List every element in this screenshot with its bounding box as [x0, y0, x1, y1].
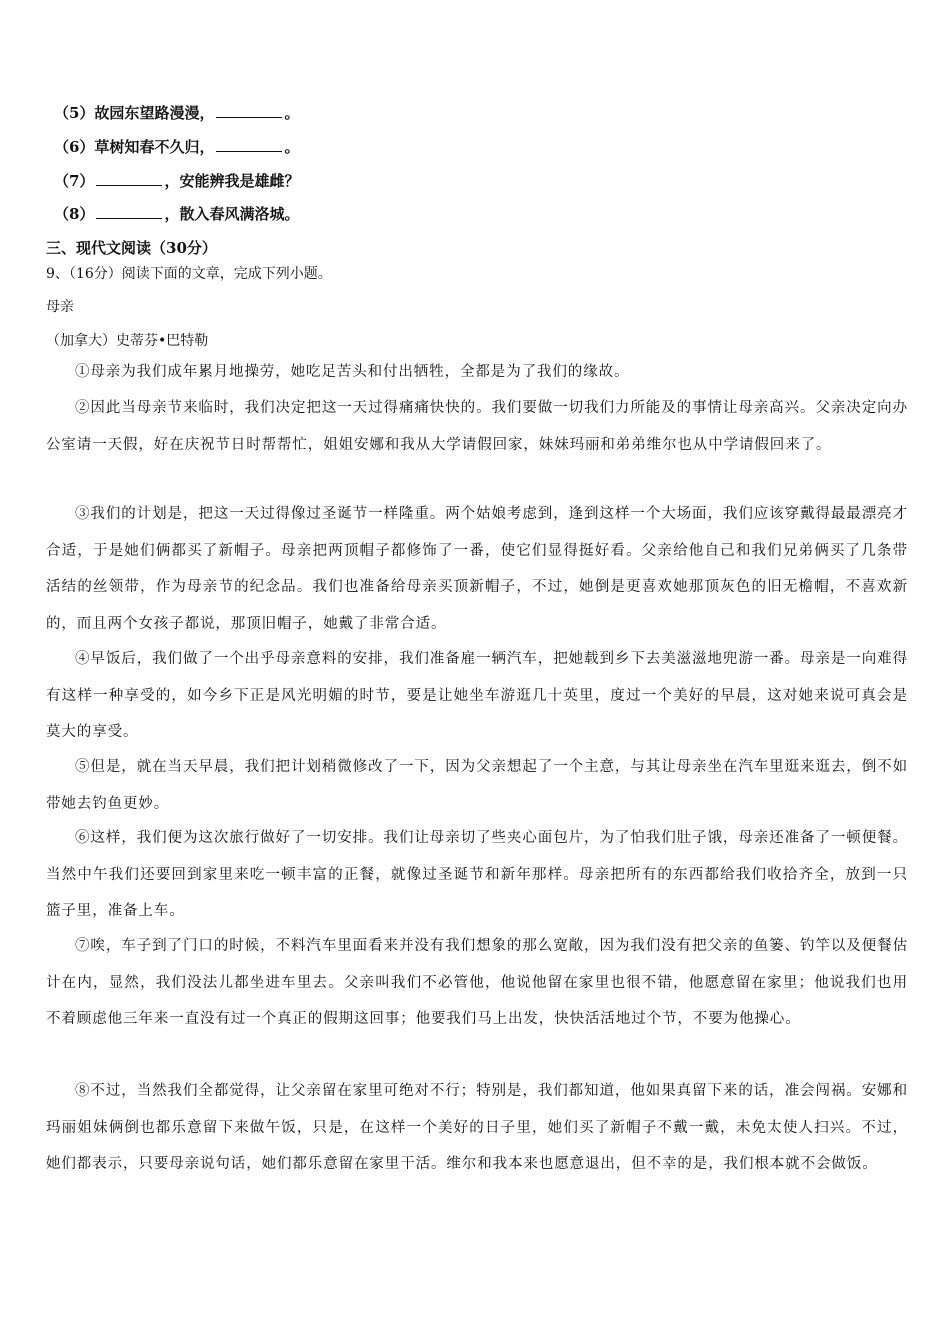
paragraph-3: ③我们的计划是，把这一天过得像过圣诞节一样隆重。两个姑娘考虑到，逢到这样一个大场面，我们应该穿戴得最最漂亮才合适，于是她们俩都买了新帽子。母亲把两顶帽子都修饰了一番，使它们显得挺好看。父亲给他自己和我们兄弟俩买了几条带活结的丝领带，作为母亲节的纪念品。我们也准备给母亲买顶新帽子，不过，她倒是更喜欢她那顶灰色的旧无檐帽，不喜欢新的，而且两个女孩子都说，那顶旧帽子，她戴了非常合适。	[46, 506, 908, 632]
answer-blank[interactable]	[96, 171, 162, 186]
question-7: （7） ，安能辨我是雄雌？	[54, 172, 300, 190]
answer-blank[interactable]	[96, 204, 162, 219]
paragraph-6: ⑥这样，我们便为这次旅行做好了一切安排。我们让母亲切了些夹心面包片，为了怕我们肚子饿，母亲还准备了一顿便餐。当然中午我们还要回到家里来吃一顿丰富的正餐，就像过圣诞节和新年那样。母亲把所有的东西都给我们收拾齐全，放到一只篮子里，准备上车。	[46, 830, 908, 919]
paragraph-1: ①母亲为我们成年累月地操劳，她吃足苦头和付出牺牲，全都是为了我们的缘故。	[75, 364, 630, 380]
paragraph-7: ⑦唉，车子到了门口的时候，不料汽车里面看来并没有我们想象的那么宽敞，因为我们没有把父亲的鱼篓、钓竿以及便餐估计在内，显然，我们没法儿都坐进车里去。父亲叫我们不必管他，他说他留在家里也很不错，他愿意留在家里；他说我们也用不着顾虑他三年来一直没有过一个真正的假期这回事；他要我们马上出发，快快活活地过个节，不要为他操心。	[46, 938, 908, 1027]
question-8: （8） ，散入春风满洛城。	[54, 205, 300, 223]
article-title: 母亲	[46, 299, 74, 315]
paragraph-8: ⑧不过，当然我们全都觉得，让父亲留在家里可绝对不行；特别是，我们都知道，他如果真留下来的话，准会闯祸。安娜和玛丽姐妹俩倒也都乐意留下来做午饭，只是，在这样一个美好的日子里，她们买了新帽子不戴一戴，未免太使人扫兴。不过，她们都表示，只要母亲说句话，她们都乐意留在家里干活。维尔和我本来也愿意退出，但不幸的是，我们根本就不会做饭。	[46, 1083, 908, 1172]
question-9-instruction: 9、（16分）阅读下面的文章，完成下列小题。	[46, 266, 332, 282]
paragraph-5: ⑤但是，就在当天早晨，我们把计划稍微修改了一下，因为父亲想起了一个主意，与其让母亲坐在汽车里逛来逛去，倒不如带她去钓鱼更妙。	[46, 759, 908, 812]
question-5: （5）故园东望路漫漫， 。	[54, 104, 300, 122]
question-7-text: ，安能辨我是雄雌？	[164, 172, 300, 190]
answer-blank[interactable]	[216, 103, 282, 118]
question-6-text: （6）草树知春不久归，	[54, 138, 215, 156]
paragraph-4: ④早饭后，我们做了一个出乎母亲意料的安排，我们准备雇一辆汽车，把她载到乡下去美滋滋地兜游一番。母亲是一向难得有这样一种享受的，如今乡下正是风光明媚的时节，要是让她坐车游逛几十英里，度过一个美好的早晨，这对她来说可真会是莫大的享受。	[46, 651, 908, 740]
section-title: 三、现代文阅读（30分）	[46, 239, 217, 257]
article-author: （加拿大）史蒂芬•巴特勒	[46, 333, 209, 349]
question-5-text: （5）故园东望路漫漫，	[54, 104, 215, 122]
question-6: （6）草树知春不久归， 。	[54, 138, 300, 156]
answer-blank[interactable]	[216, 137, 282, 152]
question-8-text: ，散入春风满洛城。	[164, 205, 300, 223]
paragraph-2: ②因此当母亲节来临时，我们决定把这一天过得痛痛快快的。我们要做一切我们力所能及的事情让母亲高兴。父亲决定向办公室请一天假，好在庆祝节日时帮帮忙，姐姐安娜和我从大学请假回家，妹妹玛丽和弟弟维尔也从中学请假回来了。	[46, 400, 908, 453]
